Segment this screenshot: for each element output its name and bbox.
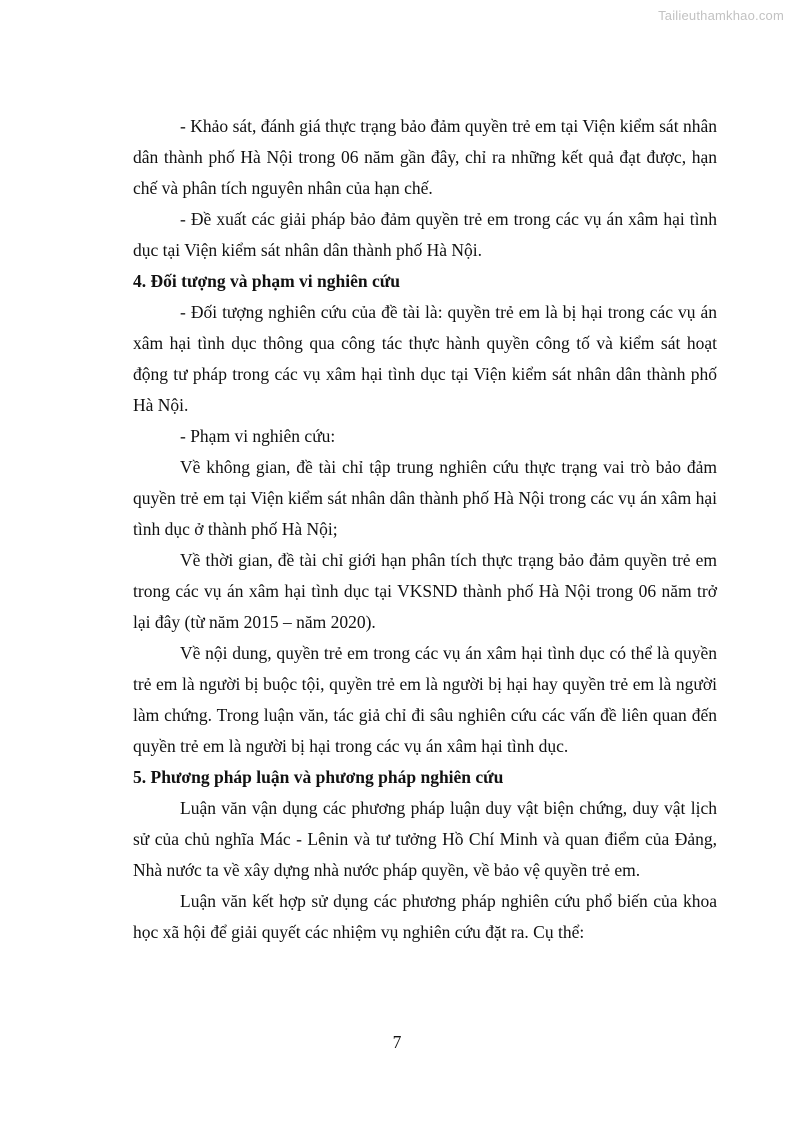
page-number: 7 [392,1032,402,1052]
paragraph-research-scope: - Phạm vi nghiên cứu: [180,426,336,446]
heading-section-5: 5. Phương pháp luận và phương pháp nghiên cứu [133,767,504,787]
heading-section-4: 4. Đối tượng và phạm vi nghiên cứu [133,271,400,291]
paragraph-scope-time: Về thời gian, đề tài chỉ giới hạn phân tích thực trạng bảo đảm quyền trẻ em trong các vụ án xâm hại tình dục tại VKSND thành phố Hà Nội trong 06 năm trở lại đây (từ năm 2015 – năm 2020). [133,550,717,632]
paragraph-research-subject: - Đối tượng nghiên cứu của đề tài là: quyền trẻ em là bị hại trong các vụ án xâm hại tình dục thông qua công tác thực hành quyền công tố và kiểm sát hoạt động tư pháp trong các vụ xâm hại tình dục tại Viện kiểm sát nhân dân thành phố Hà Nội. [133,302,717,415]
site-watermark: Tailieuthamkhao.com [658,8,784,23]
document-body [133,111,717,948]
paragraph-methodology: Luận văn vận dụng các phương pháp luận duy vật biện chứng, duy vật lịch sử của chủ nghĩa Mác - Lênin và tư tưởng Hồ Chí Minh và quan điểm của Đảng, Nhà nước ta về xây dựng nhà nước pháp quyền, về bảo vệ quyền trẻ em. [133,798,717,880]
paragraph-objective-survey: - Khảo sát, đánh giá thực trạng bảo đảm quyền trẻ em tại Viện kiểm sát nhân dân thành phố Hà Nội trong 06 năm gần đây, chỉ ra những kết quả đạt được, hạn chế và phân tích nguyên nhân của hạn chế. [133,116,717,198]
paragraph-objective-solutions: - Đề xuất các giải pháp bảo đảm quyền trẻ em trong các vụ án xâm hại tình dục tại Viện kiểm sát nhân dân thành phố Hà Nội. [133,209,717,260]
paragraph-scope-content: Về nội dung, quyền trẻ em trong các vụ án xâm hại tình dục có thể là quyền trẻ em là người bị buộc tội, quyền trẻ em là người bị hại hay quyền trẻ em là người làm chứng. Trong luận văn, tác giả chỉ đi sâu nghiên cứu các vấn đề liên quan đến quyền trẻ em là người bị hại trong các vụ án xâm hại tình dục. [133,643,717,756]
paragraph-methods: Luận văn kết hợp sử dụng các phương pháp nghiên cứu phổ biến của khoa học xã hội để giải quyết các nhiệm vụ nghiên cứu đặt ra. Cụ thể: [133,891,717,942]
paragraph-scope-space: Về không gian, đề tài chỉ tập trung nghiên cứu thực trạng vai trò bảo đảm quyền trẻ em tại Viện kiểm sát nhân dân thành phố Hà Nội trong các vụ án xâm hại tình dục ở thành phố Hà Nội; [133,457,717,539]
